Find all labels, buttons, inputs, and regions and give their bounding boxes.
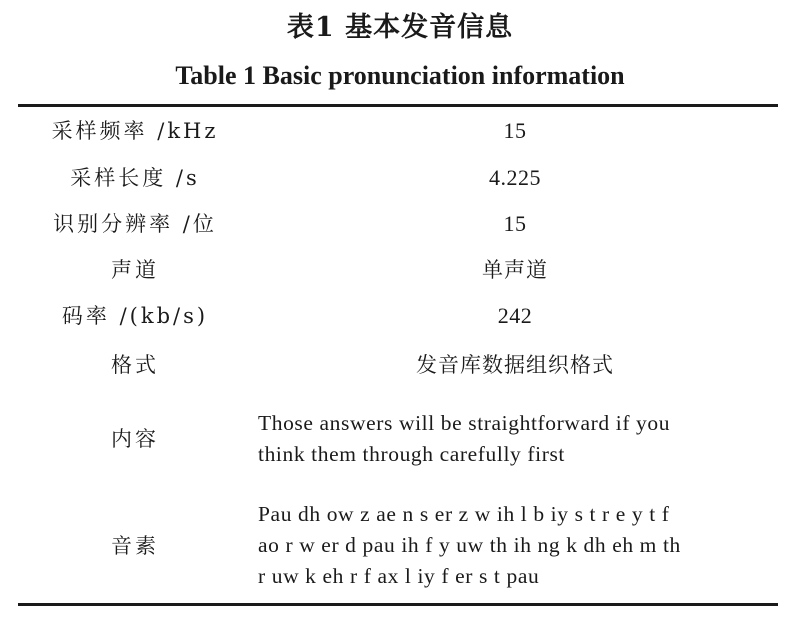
table-top-rule — [18, 104, 778, 107]
table-title-cn: 表1 基本发音信息 — [286, 12, 514, 43]
table-bottom-rule — [18, 603, 778, 606]
phoneme-line: r uw k eh r f ax l iy f er s t pau — [258, 564, 540, 588]
row-label: 采样频率 /kHz — [51, 119, 219, 143]
row-value: 242 — [497, 303, 533, 328]
row-value: 单声道 — [482, 258, 548, 282]
row-label: 识别分辨率 /位 — [53, 212, 217, 236]
phoneme-line: Pau dh ow z ae n s er z w ih l b iy s t r e y t f — [258, 502, 670, 526]
row-label: 格式 — [111, 353, 159, 377]
phoneme-line: ao r w er d pau ih f y uw th ih ng k dh eh m th — [258, 533, 681, 557]
row-value: 发音库数据组织格式 — [416, 353, 614, 377]
row-value: 4.225 — [489, 165, 541, 190]
table-title-en: Table 1 Basic pronunciation information — [175, 61, 625, 90]
row-value-paragraph — [258, 408, 768, 470]
row-label: 音素 — [111, 534, 159, 558]
row-label: 内容 — [111, 427, 159, 451]
row-label: 采样长度 /s — [70, 166, 200, 190]
row-value-paragraph — [258, 499, 768, 592]
row-value: 15 — [503, 211, 527, 236]
content-line: Those answers will be straightforward if you — [258, 411, 671, 435]
row-label: 码率 /(kb/s) — [61, 304, 209, 328]
row-value: 15 — [503, 118, 527, 143]
row-label: 声道 — [111, 258, 159, 282]
content-line: think them through carefully first — [258, 442, 565, 466]
